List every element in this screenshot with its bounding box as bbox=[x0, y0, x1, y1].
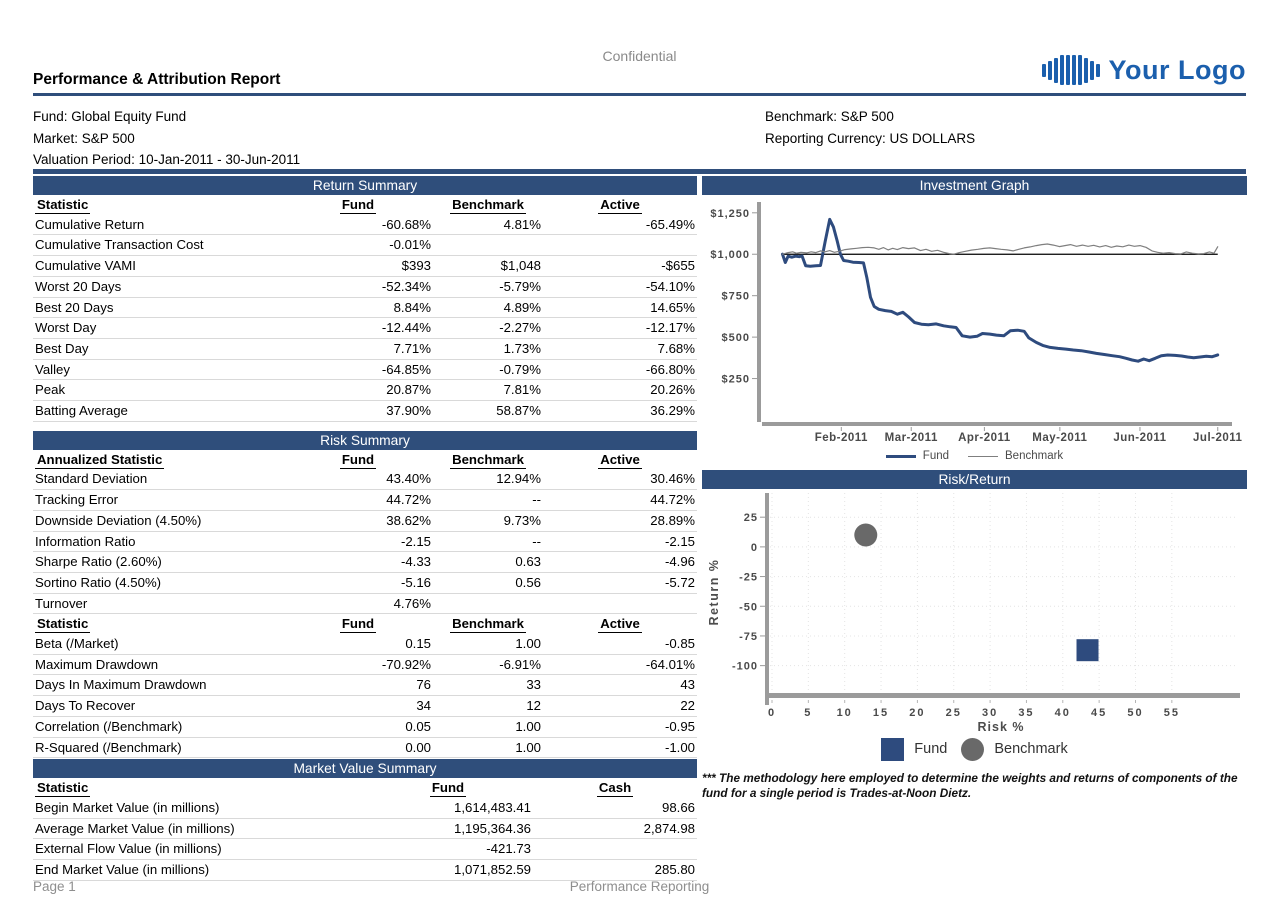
table-cell: -$655 bbox=[543, 256, 697, 277]
table-cell: Worst Day bbox=[33, 318, 283, 339]
page-title: Performance & Attribution Report bbox=[33, 71, 281, 88]
market-value-summary-header: Market Value Summary bbox=[33, 759, 697, 778]
table-row bbox=[33, 256, 697, 277]
table-cell: 14.65% bbox=[543, 297, 697, 318]
fund-marker bbox=[1077, 639, 1099, 661]
table-cell: Best 20 Days bbox=[33, 297, 283, 318]
table-cell: 1.73% bbox=[433, 338, 543, 359]
table-cell bbox=[543, 593, 697, 614]
benchmark-marker bbox=[854, 524, 877, 547]
column-header-label: Statistic bbox=[37, 197, 89, 212]
column-header bbox=[33, 450, 283, 470]
table-cell: External Flow Value (in millions) bbox=[33, 839, 363, 860]
table-cell: -66.80% bbox=[543, 359, 697, 380]
column-header-label: Statistic bbox=[37, 780, 89, 796]
table-cell: 4.81% bbox=[433, 215, 543, 235]
table-row bbox=[33, 860, 697, 881]
table-row bbox=[33, 401, 697, 422]
benchmark-circle-swatch bbox=[961, 738, 984, 761]
table-cell: Best Day bbox=[33, 338, 283, 359]
table-cell: 7.68% bbox=[543, 338, 697, 359]
table-cell: -52.34% bbox=[283, 276, 433, 297]
table-row bbox=[33, 338, 697, 359]
x-axis-tick-label: May-2011 bbox=[1032, 432, 1088, 444]
column-header bbox=[533, 778, 697, 798]
x-axis-tick-label: 30 bbox=[981, 707, 999, 719]
table-cell: -12.17% bbox=[543, 318, 697, 339]
table-row bbox=[33, 510, 697, 531]
column-header-label: Fund bbox=[341, 616, 375, 632]
risk-return-legend bbox=[702, 737, 1247, 761]
logo-text: Your Logo bbox=[1108, 54, 1246, 85]
table-cell: 9.73% bbox=[433, 510, 543, 531]
table-cell: 7.81% bbox=[433, 380, 543, 401]
table-cell: 58.87% bbox=[433, 401, 543, 422]
legend-benchmark-label: Benchmark bbox=[1005, 450, 1064, 462]
table-cell: 28.89% bbox=[543, 510, 697, 531]
fund-line-swatch bbox=[886, 455, 916, 458]
x-axis-tick-label: 0 bbox=[767, 707, 777, 719]
table-cell: 1.00 bbox=[433, 716, 543, 737]
column-header bbox=[433, 450, 543, 470]
column-header-label: Benchmark bbox=[452, 616, 524, 632]
table-row bbox=[33, 359, 697, 380]
table-cell: Days To Recover bbox=[33, 696, 283, 717]
table-cell: Average Market Value (in millions) bbox=[33, 818, 363, 839]
table-row bbox=[33, 572, 697, 593]
page-number: Page 1 bbox=[33, 879, 76, 894]
x-axis-bar bbox=[768, 693, 1240, 698]
table-row bbox=[33, 531, 697, 552]
column-header bbox=[363, 778, 533, 798]
confidential-label: Confidential bbox=[602, 48, 677, 64]
table-cell: 8.84% bbox=[283, 297, 433, 318]
summary-table bbox=[33, 778, 697, 881]
table-cell: R-Squared (/Benchmark) bbox=[33, 737, 283, 758]
x-axis-tick-label: Mar-2011 bbox=[884, 432, 938, 444]
table-cell: $393 bbox=[283, 256, 433, 277]
table-cell: -60.68% bbox=[283, 215, 433, 235]
risk-return-header: Risk/Return bbox=[702, 470, 1247, 489]
column-header-label: Active bbox=[600, 197, 640, 212]
column-header-label: Cash bbox=[598, 780, 632, 796]
column-header bbox=[433, 614, 543, 634]
y-axis-bar bbox=[757, 202, 761, 422]
y-axis-tick-label: $750 bbox=[721, 290, 750, 303]
table-cell: Batting Average bbox=[33, 401, 283, 422]
investment-graph-header: Investment Graph bbox=[702, 176, 1247, 195]
table-row bbox=[33, 380, 697, 401]
risk-summary-table-annualized bbox=[33, 450, 697, 615]
y-axis-tick-label: $1,250 bbox=[710, 207, 750, 220]
table-cell: -- bbox=[433, 531, 543, 552]
x-axis-tick-label: 20 bbox=[909, 707, 926, 719]
table-cell: -0.95 bbox=[543, 716, 697, 737]
table-cell: Valley bbox=[33, 359, 283, 380]
table-cell: Cumulative Return bbox=[33, 215, 283, 235]
table-cell: Standard Deviation bbox=[33, 469, 283, 489]
table-cell: 285.80 bbox=[533, 860, 697, 881]
table-cell: Downside Deviation (4.50%) bbox=[33, 510, 283, 531]
waveform-logo-icon bbox=[1042, 50, 1099, 90]
y-axis-tick-label: -100 bbox=[731, 660, 758, 673]
table-cell: 20.26% bbox=[543, 380, 697, 401]
valuation-period-label: Valuation Period: 10-Jan-2011 - 30-Jun-2011 bbox=[33, 152, 301, 167]
methodology-footnote: *** The methodology here employed to determine the weights and returns of components of the fund for a single period is Trades-at-Noon Dietz. bbox=[702, 771, 1238, 800]
table-row bbox=[33, 490, 697, 511]
table-row bbox=[33, 469, 697, 489]
table-cell: -6.91% bbox=[433, 654, 543, 675]
table-cell: 98.66 bbox=[533, 798, 697, 818]
table-cell: 43 bbox=[543, 675, 697, 696]
table-cell: 1,071,852.59 bbox=[363, 860, 533, 881]
table-cell: 44.72% bbox=[283, 490, 433, 511]
table-cell: -4.96 bbox=[543, 552, 697, 573]
table-cell: 22 bbox=[543, 696, 697, 717]
table-cell: -64.85% bbox=[283, 359, 433, 380]
investment-graph-chart bbox=[702, 195, 1247, 445]
summary-table bbox=[33, 614, 697, 758]
table-cell: Days In Maximum Drawdown bbox=[33, 675, 283, 696]
column-header-label: Statistic bbox=[37, 616, 89, 632]
column-header bbox=[283, 450, 433, 470]
table-cell: -- bbox=[433, 490, 543, 511]
table-cell: 1.00 bbox=[433, 634, 543, 654]
table-row bbox=[33, 798, 697, 818]
table-cell: -12.44% bbox=[283, 318, 433, 339]
column-header bbox=[543, 614, 697, 634]
table-cell: 1,614,483.41 bbox=[363, 798, 533, 818]
table-row bbox=[33, 737, 697, 758]
fund-series-line bbox=[783, 219, 1218, 361]
table-cell: -0.01% bbox=[283, 235, 433, 256]
table-cell: Worst 20 Days bbox=[33, 276, 283, 297]
fund-label: Fund: Global Equity Fund bbox=[33, 109, 187, 124]
table-cell: 0.00 bbox=[283, 737, 433, 758]
x-axis-title: Risk % bbox=[977, 720, 1025, 734]
benchmark-info-block bbox=[765, 106, 975, 149]
table-cell: 1.00 bbox=[433, 737, 543, 758]
table-cell: -65.49% bbox=[543, 215, 697, 235]
column-header-label: Fund bbox=[341, 197, 375, 212]
table-cell: 0.56 bbox=[433, 572, 543, 593]
table-cell: 12 bbox=[433, 696, 543, 717]
table-cell: Begin Market Value (in millions) bbox=[33, 798, 363, 818]
summary-table bbox=[33, 195, 697, 422]
table-cell bbox=[533, 839, 697, 860]
table-cell: -4.33 bbox=[283, 552, 433, 573]
table-header-row bbox=[33, 614, 697, 634]
table-cell: -2.27% bbox=[433, 318, 543, 339]
summary-tables-column bbox=[33, 176, 697, 881]
table-cell bbox=[433, 235, 543, 256]
table-cell: 0.15 bbox=[283, 634, 433, 654]
table-cell: -1.00 bbox=[543, 737, 697, 758]
table-cell: 76 bbox=[283, 675, 433, 696]
x-axis-tick-label: 55 bbox=[1163, 707, 1180, 719]
table-row bbox=[33, 696, 697, 717]
table-cell: -5.79% bbox=[433, 276, 543, 297]
column-header bbox=[33, 195, 283, 215]
column-header bbox=[433, 195, 543, 215]
table-header-row bbox=[33, 195, 697, 215]
column-header bbox=[33, 614, 283, 634]
investment-graph-legend bbox=[702, 447, 1247, 465]
x-axis-tick-label: 45 bbox=[1091, 707, 1108, 719]
table-cell: 2,874.98 bbox=[533, 818, 697, 839]
column-header-label: Fund bbox=[431, 780, 465, 796]
x-axis-tick-label: 25 bbox=[945, 707, 962, 719]
table-cell: Correlation (/Benchmark) bbox=[33, 716, 283, 737]
table-cell: 4.89% bbox=[433, 297, 543, 318]
table-cell: 0.05 bbox=[283, 716, 433, 737]
table-cell: 20.87% bbox=[283, 380, 433, 401]
summary-table bbox=[33, 450, 697, 615]
y-axis-tick-label: 25 bbox=[743, 512, 758, 525]
column-header-label: Benchmark bbox=[452, 451, 524, 467]
table-row bbox=[33, 235, 697, 256]
table-cell: Sharpe Ratio (2.60%) bbox=[33, 552, 283, 573]
table-cell: Turnover bbox=[33, 593, 283, 614]
benchmark-label: Benchmark: S&P 500 bbox=[765, 109, 894, 124]
risk-summary-header: Risk Summary bbox=[33, 431, 697, 450]
fund-square-swatch bbox=[881, 738, 904, 761]
table-cell: Tracking Error bbox=[33, 490, 283, 511]
column-header bbox=[543, 450, 697, 470]
column-header-label: Active bbox=[600, 616, 640, 632]
market-label: Market: S&P 500 bbox=[33, 130, 135, 146]
table-cell: -54.10% bbox=[543, 276, 697, 297]
column-header bbox=[283, 614, 433, 634]
table-cell: 4.76% bbox=[283, 593, 433, 614]
table-cell: 34 bbox=[283, 696, 433, 717]
table-row bbox=[33, 276, 697, 297]
table-cell: 0.63 bbox=[433, 552, 543, 573]
x-axis-tick-label: 40 bbox=[1054, 707, 1071, 719]
table-cell: Cumulative VAMI bbox=[33, 256, 283, 277]
table-cell: Cumulative Transaction Cost bbox=[33, 235, 283, 256]
y-axis-tick-label: -75 bbox=[739, 630, 758, 643]
legend-fund-label: Fund bbox=[922, 450, 950, 462]
table-header-row bbox=[33, 778, 697, 798]
table-row bbox=[33, 839, 697, 860]
column-header-label: Active bbox=[600, 451, 640, 467]
table-cell: 44.72% bbox=[543, 490, 697, 511]
table-row bbox=[33, 716, 697, 737]
benchmark-series-line bbox=[783, 244, 1218, 254]
x-axis-tick-label: 10 bbox=[836, 707, 853, 719]
table-cell: 36.29% bbox=[543, 401, 697, 422]
y-axis-tick-label: 0 bbox=[750, 541, 758, 554]
table-cell: -2.15 bbox=[543, 531, 697, 552]
table-cell: Maximum Drawdown bbox=[33, 654, 283, 675]
column-header-label: Fund bbox=[341, 451, 375, 467]
table-cell: 30.46% bbox=[543, 469, 697, 489]
table-cell: 1,195,364.36 bbox=[363, 818, 533, 839]
table-cell: -70.92% bbox=[283, 654, 433, 675]
table-row bbox=[33, 318, 697, 339]
x-axis-tick-label: Feb-2011 bbox=[814, 432, 868, 444]
table-cell: -5.16 bbox=[283, 572, 433, 593]
return-summary-header: Return Summary bbox=[33, 176, 697, 195]
column-header-label: Benchmark bbox=[452, 197, 524, 212]
company-logo bbox=[1042, 50, 1246, 90]
table-cell: $1,048 bbox=[433, 256, 543, 277]
table-row bbox=[33, 552, 697, 573]
y-axis-tick-label: -25 bbox=[739, 571, 758, 584]
table-cell bbox=[543, 235, 697, 256]
benchmark-line-swatch bbox=[968, 456, 998, 457]
x-axis-tick-label: Jun-2011 bbox=[1113, 432, 1167, 444]
table-cell: -421.73 bbox=[363, 839, 533, 860]
title-divider bbox=[33, 93, 1246, 96]
table-cell: 33 bbox=[433, 675, 543, 696]
return-summary-table bbox=[33, 195, 697, 422]
footer-title: Performance Reporting bbox=[569, 879, 710, 894]
table-cell: Beta (/Market) bbox=[33, 634, 283, 654]
x-axis-tick-label: Apr-2011 bbox=[958, 432, 1011, 444]
x-axis-tick-label: 15 bbox=[872, 707, 890, 719]
table-cell: 38.62% bbox=[283, 510, 433, 531]
x-axis-tick-label: Jul-2011 bbox=[1193, 432, 1243, 444]
table-cell: Sortino Ratio (4.50%) bbox=[33, 572, 283, 593]
table-cell: 7.71% bbox=[283, 338, 433, 359]
x-axis-bar bbox=[762, 422, 1232, 426]
table-row bbox=[33, 654, 697, 675]
table-row bbox=[33, 297, 697, 318]
column-header bbox=[33, 778, 363, 798]
legend-benchmark-label: Benchmark bbox=[994, 741, 1068, 757]
table-cell: Information Ratio bbox=[33, 531, 283, 552]
y-axis-tick-label: $500 bbox=[721, 332, 750, 345]
table-cell bbox=[433, 593, 543, 614]
table-cell: 12.94% bbox=[433, 469, 543, 489]
y-axis-tick-label: $1,000 bbox=[710, 249, 750, 262]
table-row bbox=[33, 675, 697, 696]
table-cell: 37.90% bbox=[283, 401, 433, 422]
table-cell: -0.79% bbox=[433, 359, 543, 380]
table-cell: -64.01% bbox=[543, 654, 697, 675]
table-row bbox=[33, 634, 697, 654]
x-axis-tick-label: 50 bbox=[1127, 707, 1144, 719]
y-axis-title: Return % bbox=[707, 558, 721, 626]
legend-fund-label: Fund bbox=[914, 741, 948, 757]
column-header bbox=[543, 195, 697, 215]
info-divider bbox=[33, 169, 1246, 174]
x-axis-tick-label: 35 bbox=[1018, 707, 1035, 719]
table-cell: -0.85 bbox=[543, 634, 697, 654]
table-cell: Peak bbox=[33, 380, 283, 401]
table-row bbox=[33, 593, 697, 614]
table-cell: End Market Value (in millions) bbox=[33, 860, 363, 881]
risk-return-chart bbox=[702, 489, 1247, 734]
risk-summary-table-statistic bbox=[33, 614, 697, 758]
column-header-label: Annualized Statistic bbox=[37, 451, 163, 467]
table-cell: -5.72 bbox=[543, 572, 697, 593]
y-axis-bar bbox=[765, 493, 769, 705]
table-row bbox=[33, 215, 697, 235]
table-row bbox=[33, 818, 697, 839]
y-axis-tick-label: $250 bbox=[721, 373, 750, 386]
y-axis-tick-label: -50 bbox=[739, 601, 758, 614]
column-header bbox=[283, 195, 433, 215]
x-axis-tick-label: 5 bbox=[804, 707, 813, 719]
reporting-currency-label: Reporting Currency: US DOLLARS bbox=[765, 130, 976, 146]
market-value-summary-table bbox=[33, 778, 697, 881]
table-header-row bbox=[33, 450, 697, 470]
fund-info-block bbox=[33, 106, 300, 171]
table-cell: 43.40% bbox=[283, 469, 433, 489]
charts-column bbox=[702, 176, 1247, 801]
table-cell: -2.15 bbox=[283, 531, 433, 552]
